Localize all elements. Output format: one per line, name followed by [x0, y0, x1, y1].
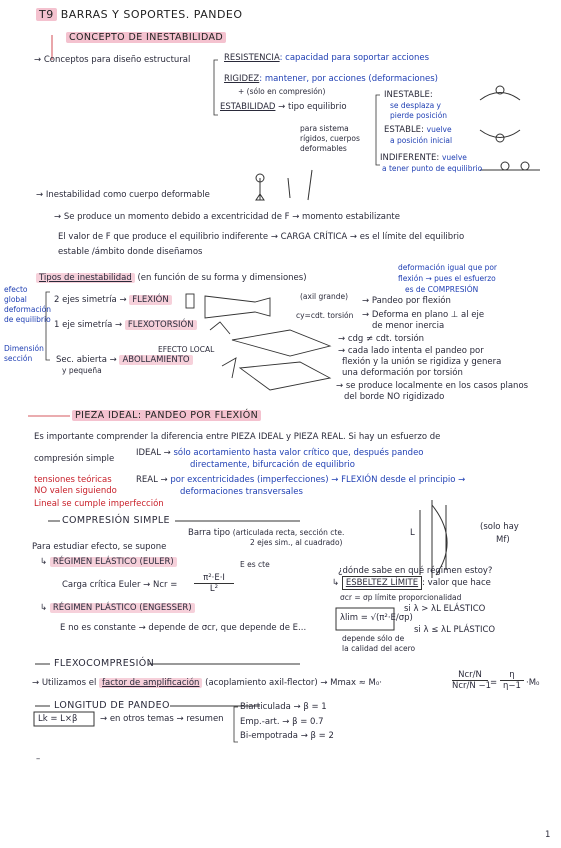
section-title-instability: CONCEPTO DE INESTABILIDAD [66, 32, 226, 43]
red-note-2: NO valen siguiendo [34, 486, 117, 496]
deforma-1: → Deforma en plano ⊥ al eje [362, 310, 485, 320]
estable-desc-2: a posición inicial [390, 136, 453, 145]
estabilidad-row: ESTABILIDAD → tipo equilibrio [220, 102, 347, 112]
resistencia-row: RESISTENCIA: capacidad para soportar acciones [224, 53, 430, 63]
inest-bullet-3: estable /ámbito donde diseñamos [58, 247, 203, 257]
label-L: L [410, 528, 415, 538]
tipo-flexion: 2 ejes simetría → FLEXIÓN [54, 295, 172, 305]
solo-note-2: Mf) [496, 535, 510, 545]
beta-biarticulada: Biarticulada → β = 1 [240, 702, 327, 712]
m0-term: ·M₀ [526, 678, 540, 688]
tipos-row: Tipos de inestabilidad (en función de su forma y dimensiones) [36, 273, 307, 283]
ideal-desc-2: directamente, bifurcación de equilibrio [190, 460, 355, 470]
lambda-note-1: depende sólo de [342, 634, 405, 643]
cada-3: una deformación por torsión [342, 368, 463, 378]
solo-note: (solo hay [480, 522, 519, 532]
produce-2: del borde NO rigidizado [344, 392, 445, 402]
dimension-label-2: sección [4, 354, 33, 363]
si-plastico: si λ ≤ λL PLÁSTICO [414, 625, 496, 635]
si-elastico: si λ > λL ELÁSTICO [404, 604, 486, 614]
indiferente-row: INDIFERENTE: vuelve [380, 153, 467, 163]
flexo-line: → Utilizamos el factor de amplificación (acoplamiento axil-flector) → Mmax ≈ M₀· [32, 678, 382, 688]
e-note: E no es constante → depende de σcr, que depende de E... [60, 623, 307, 633]
cy2-note: → cdg ≠ cdt. torsión [338, 334, 425, 344]
chapter-number: T9 [36, 8, 57, 21]
section-title-pieza-ideal: PIEZA IDEAL: PANDEO POR FLEXIÓN [72, 410, 261, 421]
esbeltez-row: ↳ ESBELTEZ LÍMITE : valor que hace [332, 578, 491, 588]
amp-fraction-1: Ncr/N Ncr/N −1 [452, 670, 491, 691]
flexocompresion-title: FLEXOCOMPRESIÓN [54, 658, 155, 669]
red-note-1: tensiones teóricas [34, 475, 112, 485]
section-shape-icon [186, 294, 330, 390]
donde-note: ¿dónde sabe en qué régimen estoy? [338, 566, 493, 576]
real-desc-2: deformaciones transversales [180, 487, 303, 497]
compresion-simple-text: compresión simple [34, 454, 115, 464]
carga-critica: Carga crítica Euler → Ncr = [62, 580, 178, 590]
pandeo-note: → Pandeo por flexión [362, 296, 451, 306]
efecto-label-3: deformación [4, 305, 52, 314]
efecto-label-2: global [4, 295, 27, 304]
dimension-label: Dimensión [4, 344, 44, 353]
ideal-row: IDEAL → sólo acortamiento hasta valor crítico que, después pandeo [136, 448, 424, 458]
header [36, 8, 243, 21]
lk-formula: Lk = L×β [38, 714, 78, 724]
cada-1: → cada lado intenta el pandeo por [338, 346, 484, 356]
lambda-note-2: la calidad del acero [342, 644, 416, 653]
neutral-ball-icon [480, 162, 540, 170]
dash-mark: – [36, 754, 41, 764]
equals-sign: = [490, 678, 498, 688]
barra-tipo-2: 2 ejes sim., al cuadrado) [250, 538, 343, 547]
inestable-desc-1: se desplaza y [390, 101, 441, 110]
inestable-label: INESTABLE: [384, 90, 433, 100]
estudiar-line: Para estudiar efecto, se supone [32, 542, 167, 552]
stable-ball-icon [480, 130, 520, 142]
page-number: 1 [545, 830, 551, 840]
tipo-abollamiento-sub: y pequeña [62, 366, 102, 375]
deforma-2: de menor inercia [372, 321, 445, 331]
inestable-desc-2: pierde posición [390, 111, 448, 120]
lambda-formula: λlim = √(π²·E/σp) [340, 613, 413, 623]
rigidez-sub: + (sólo en compresión) [238, 87, 326, 96]
red-note-3: Lineal se cumple imperfección [34, 499, 164, 509]
real-row: REAL → por excentricidades (imperfecciones) → FLEXIÓN desde el principio → [136, 475, 466, 485]
tipo-abollamiento: Sec. abierta → ABOLLAMIENTO [56, 355, 193, 365]
sigma-note: σcr = σp límite proporcionalidad [340, 593, 462, 602]
intro-line: Es importante comprender la diferencia entre PIEZA IDEAL y PIEZA REAL. Si hay un esfuerzo de [34, 432, 441, 442]
longitud-title: LONGITUD DE PANDEO [54, 700, 170, 711]
estab-note-2: rígidos, cuerpos [300, 134, 360, 143]
blue-note-3: es de COMPRESIÓN [405, 285, 479, 294]
regimen-elastico: ↳ RÉGIMEN ELÁSTICO (EULER) [40, 557, 177, 567]
concepts-line: → Conceptos para diseño estructural [34, 55, 191, 65]
unstable-ball-icon [480, 86, 520, 100]
estab-note-3: deformables [300, 144, 347, 153]
efecto-local: EFECTO LOCAL [158, 345, 215, 354]
tipo-flexotorsion: 1 eje simetría → FLEXOTORSIÓN [54, 320, 197, 330]
axial-note: (axil grande) [300, 292, 349, 301]
efecto-label: efecto [4, 285, 28, 294]
regimen-plastico: ↳ RÉGIMEN PLÁSTICO (ENGESSER) [40, 603, 195, 613]
estab-note-1: para sistema [300, 124, 349, 133]
euler-formula: π²·E·I L² [194, 573, 234, 594]
cada-2: flexión y la unión se rigidiza y genera [342, 357, 502, 367]
inestabilidad-line: → Inestabilidad como cuerpo deformable [36, 190, 210, 200]
compresion-simple-title: COMPRESIÓN SIMPLE [62, 515, 170, 526]
cy-note: cy=cdt. torsión [296, 311, 354, 320]
inest-bullet-1: → Se produce un momento debido a excentricidad de F → momento estabilizante [54, 212, 400, 222]
column-sketch-icon [256, 170, 312, 200]
ecte-note: E es cte [240, 560, 270, 569]
document-title: BARRAS Y SOPORTES. PANDEO [60, 8, 243, 21]
blue-note-2: flexión → pues el esfuerzo [398, 274, 496, 283]
inest-bullet-2: El valor de F que produce el equilibrio indiferente → CARGA CRÍTICA → es el límite del equilibrio [58, 232, 465, 242]
blue-note-1: deformación igual que por [398, 263, 497, 272]
beta-biempotrada: Bi-empotrada → β = 2 [240, 731, 334, 741]
estable-row: ESTABLE: vuelve [384, 125, 452, 135]
beta-emp-art: Emp.-art. → β = 0.7 [240, 717, 324, 727]
rigidez-row: RIGIDEZ: mantener, por acciones (deformaciones) [224, 74, 438, 84]
barra-tipo: Barra tipo (articulada recta, sección cte. [188, 528, 345, 538]
indiferente-desc-2: a tener punto de equilibrio [382, 164, 483, 173]
produce-1: → se produce localmente en los casos planos [336, 381, 529, 391]
efecto-label-4: de equilibrio [4, 315, 51, 324]
otros-temas: → en otros temas → resumen [100, 714, 224, 724]
amp-fraction-2: η η−1 [500, 670, 524, 691]
